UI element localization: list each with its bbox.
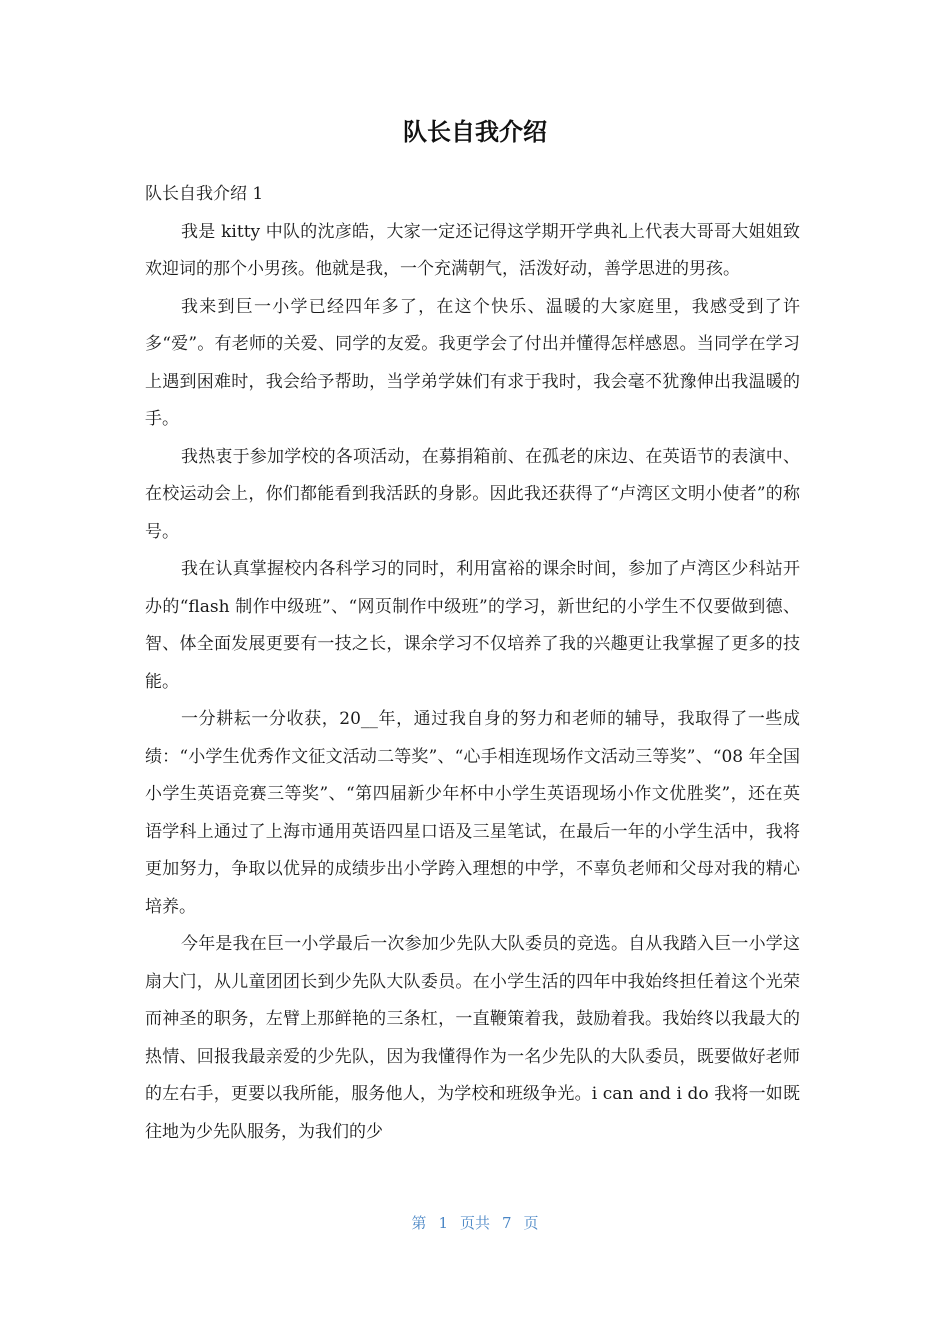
paragraph: 我在认真掌握校内各科学习的同时，利用富裕的课余时间，参加了卢湾区少科站开办的“flash 制作中级班”、“网页制作中级班”的学习，新世纪的小学生不仅要做到德、智、体全面发展更要有一技之长，课余学习不仅培养了我的兴趣更让我掌握了更多的技能。 [145,559,800,692]
page-label-suffix: 页 [523,1214,539,1232]
paragraph: 一分耕耘一分收获，20__年，通过我自身的努力和老师的辅导，我取得了一些成绩：“小学生优秀作文征文活动二等奖”、“心手相连现场作文活动三等奖”、“08 年全国小学生英语竞赛三等奖”、“第四届新少年杯中小学生英语现场小作文优胜奖”，还在英语学科上通过了上海市通用英语四星口语及三星笔试，在最后一年的小学生活中，我将更加努力，争取以优异的成绩步出小学跨入理想的中学，不辜负老师和父母对我的精心培养。 [145,709,800,917]
paragraph: 我热衷于参加学校的各项活动，在募捐箱前、在孤老的床边、在英语节的表演中、在校运动会上，你们都能看到我活跃的身影。因此我还获得了“卢湾区文明小使者”的称号。 [145,446,800,542]
paragraph: 我来到巨一小学已经四年多了，在这个快乐、温暖的大家庭里，我感受到了许多“爱”。有老师的关爱、同学的友爱。我更学会了付出并懂得怎样感恩。当同学在学习上遇到困难时，我会给予帮助，当学弟学妹们有求于我时，我会毫不犹豫伸出我温暖的手。 [145,296,800,429]
paragraph: 我是 kitty 中队的沈彦皓，大家一定还记得这学期开学典礼上代表大哥哥大姐姐致欢迎词的那个小男孩。他就是我，一个充满朝气，活泼好动，善学思进的男孩。 [145,221,800,279]
current-page-number: 1 [438,1214,448,1232]
page-label-middle: 页共 [459,1214,490,1232]
page-label-prefix: 第 [411,1214,427,1232]
page-number-footer [0,1208,950,1238]
document-title: 队长自我介绍 [403,118,547,146]
section-heading: 队长自我介绍 1 [145,184,264,204]
paragraph: 今年是我在巨一小学最后一次参加少先队大队委员的竞选。自从我踏入巨一小学这扇大门，从儿童团团长到少先队大队委员。在小学生活的四年中我始终担任着这个光荣而神圣的职务，左臂上那鲜艳的三条杠，一直鞭策着我，鼓励着我。我始终以我最大的热情、回报我最亲爱的少先队，因为我懂得作为一名少先队的大队委员，既要做好老师的左右手，更要以我所能，服务他人，为学校和班级争光。i can and i do 我将一如既往地为少先队服务，为我们的少 [145,934,800,1142]
document-body [145,176,800,1151]
total-pages-number: 7 [502,1214,512,1232]
